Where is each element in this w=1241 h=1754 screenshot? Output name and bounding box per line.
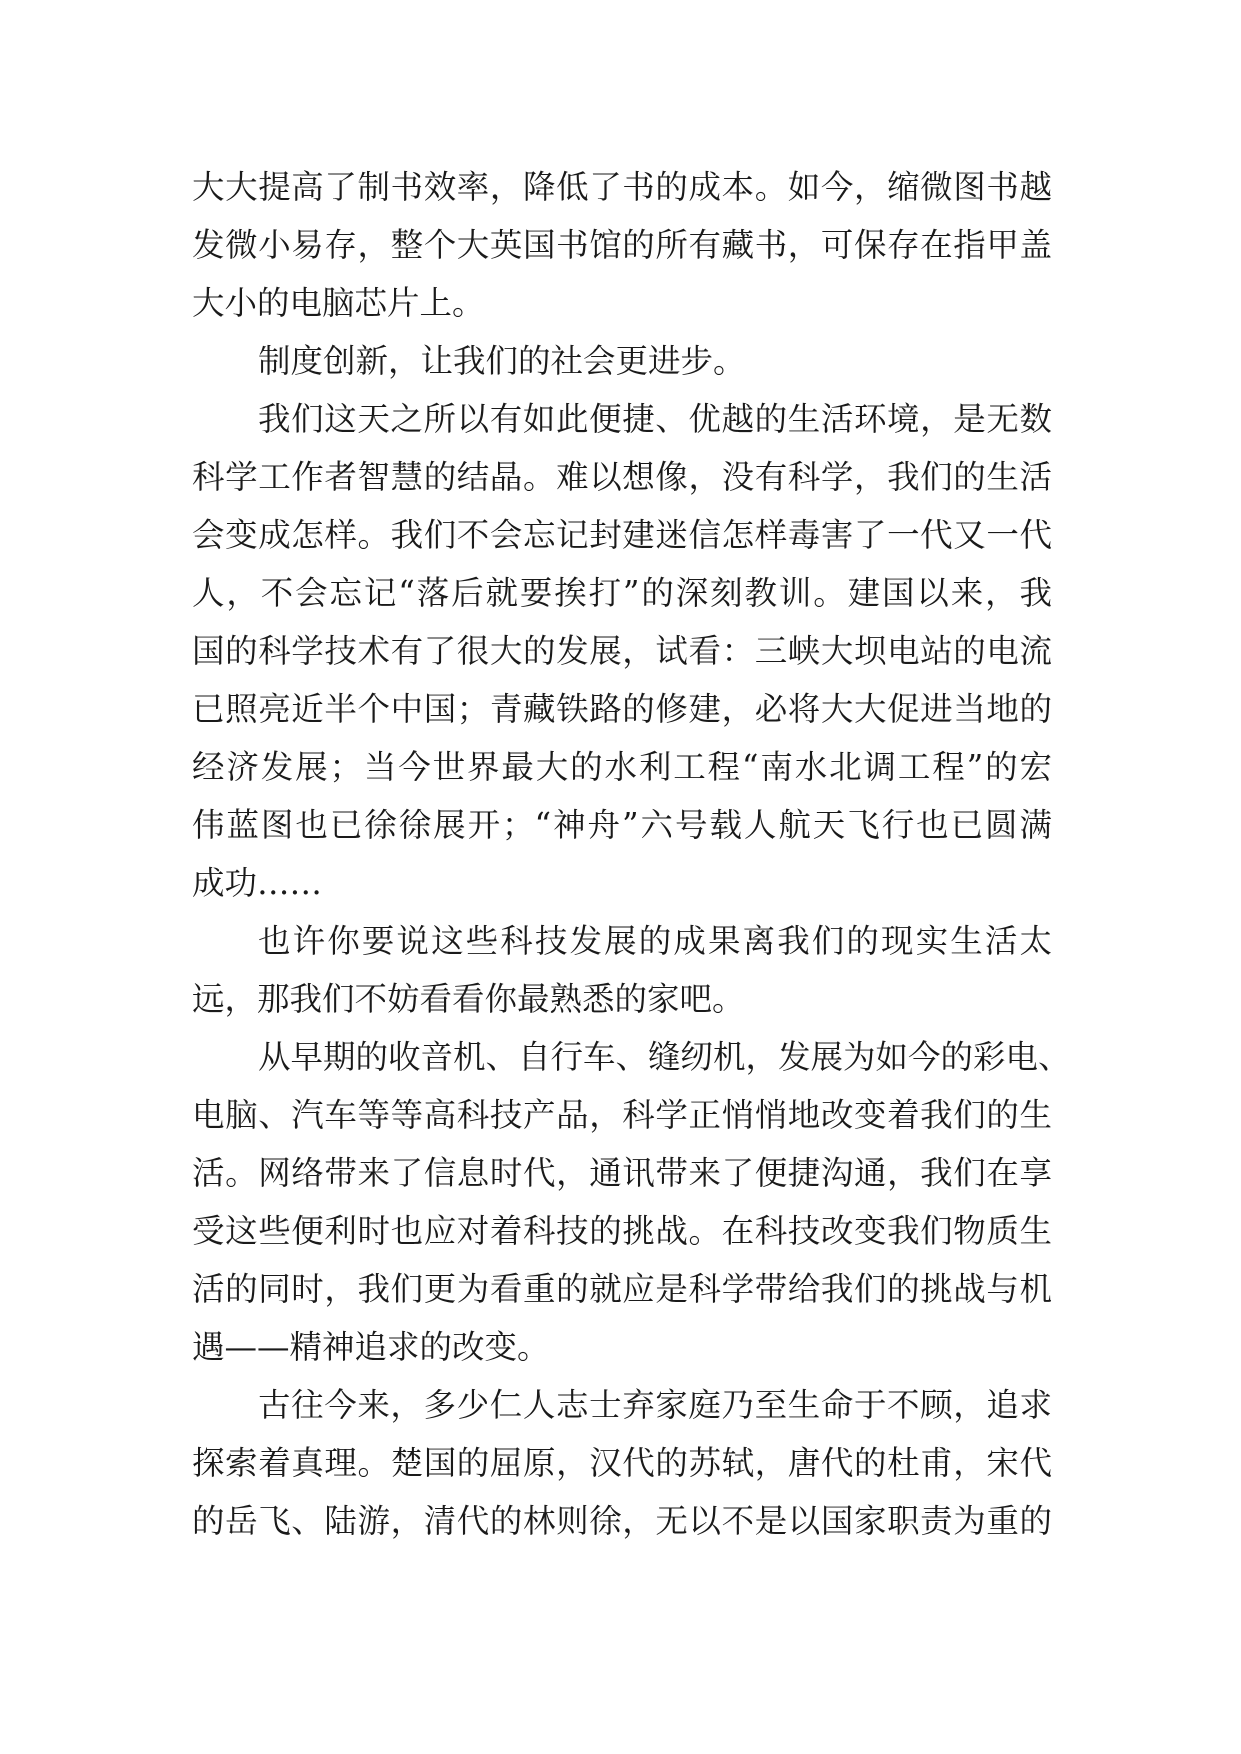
text-line: 制度创新，让我们的社会更进步。 (258, 342, 746, 380)
text-line: 大大提高了制书效率，降低了书的成本。如今，缩微图书越 (192, 168, 1052, 206)
text-line: 从早期的收音机、自行车、缝纫机，发展为如今的彩电、 (258, 1038, 1071, 1076)
text-line: 已照亮近半个中国；青藏铁路的修建，必将大大促进当地的 (192, 690, 1052, 728)
text-line: 活。网络带来了信息时代，通讯带来了便捷沟通，我们在享 (192, 1154, 1052, 1192)
text-line: 大小的电脑芯片上。 (192, 284, 485, 322)
paragraph (192, 158, 1052, 332)
text-line: 受这些便利时也应对着科技的挑战。在科技改变我们物质生 (192, 1212, 1052, 1250)
text-line: 发微小易存，整个大英国书馆的所有藏书，可保存在指甲盖 (192, 226, 1052, 264)
text-line: 活的同时，我们更为看重的就应是科学带给我们的挑战与机 (192, 1270, 1052, 1308)
text-line: 经济发展；当今世界最大的水利工程“南水北调工程”的宏 (192, 748, 1052, 786)
text-line: 古往今来，多少仁人志士弃家庭乃至生命于不顾，追求 (258, 1386, 1052, 1424)
paragraph (192, 912, 1052, 1028)
text-line: 成功…… (192, 864, 323, 902)
text-line: 电脑、汽车等等高科技产品，科学正悄悄地改变着我们的生 (192, 1096, 1052, 1134)
text-line: 科学工作者智慧的结晶。难以想像，没有科学，我们的生活 (192, 458, 1052, 496)
text-line: 远，那我们不妨看看你最熟悉的家吧。 (192, 980, 745, 1018)
paragraph (192, 332, 1052, 390)
text-line: 国的科学技术有了很大的发展，试看：三峡大坝电站的电流 (192, 632, 1052, 670)
text-line: 遇——精神追求的改变。 (192, 1328, 550, 1366)
paragraph (192, 390, 1052, 912)
text-line: 的岳飞、陆游，清代的林则徐，无以不是以国家职责为重的 (192, 1502, 1052, 1540)
paragraph (192, 1028, 1071, 1376)
document-body (192, 158, 1071, 1550)
text-line: 会变成怎样。我们不会忘记封建迷信怎样毒害了一代又一代 (192, 516, 1052, 554)
text-line: 人，不会忘记“落后就要挨打”的深刻教训。建国以来，我 (192, 574, 1052, 612)
text-line: 探索着真理。楚国的屈原，汉代的苏轼，唐代的杜甫，宋代 (192, 1444, 1052, 1482)
paragraph (192, 1376, 1052, 1550)
text-line: 我们这天之所以有如此便捷、优越的生活环境，是无数 (258, 400, 1052, 438)
text-line: 也许你要说这些科技发展的成果离我们的现实生活太 (258, 922, 1052, 960)
text-line: 伟蓝图也已徐徐展开；“神舟”六号载人航天飞行也已圆满 (192, 806, 1052, 844)
